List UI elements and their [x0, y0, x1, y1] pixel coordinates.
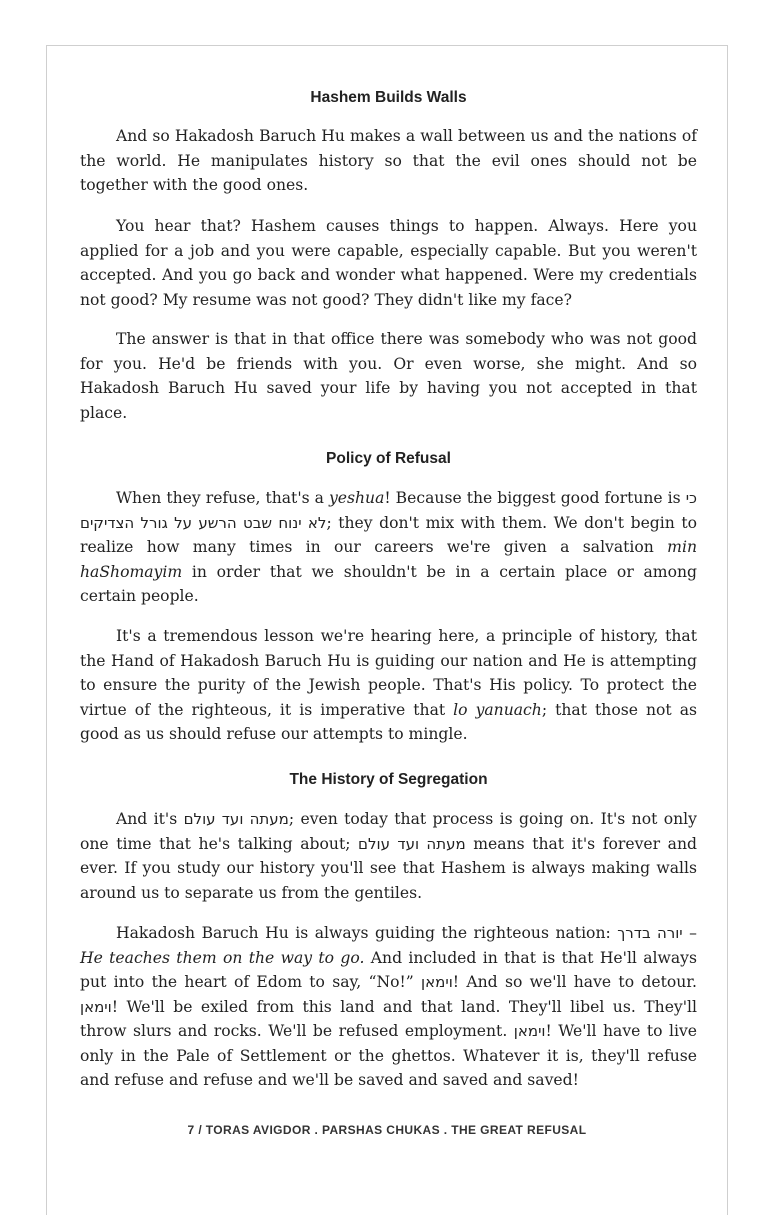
- paragraph: [80, 921, 697, 1093]
- text-run: It's a tremendous lesson we're hearing here, a principle of history, that the Hand of Hakadosh Baruch Hu is guiding our nation and He is attempting to ensure the purity of the Jewish people. That's His policy. To protect the virtue of the righteous, it is imperative that: [80, 627, 697, 719]
- italic-term: lo yanuach: [453, 700, 542, 719]
- text-run: means that it's forever and ever. If you study our history you'll see that Hashem is always making walls around us to separate us from the gentiles.: [80, 834, 697, 902]
- paragraph: [80, 327, 697, 425]
- section-heading: Policy of Refusal: [326, 450, 451, 467]
- text-run: Hakadosh Baruch Hu is always guiding the righteous nation:: [116, 924, 618, 942]
- text-run: ; that those not as good as us should refuse our attempts to mingle.: [80, 700, 697, 743]
- hebrew-text: יורה בדרך: [617, 924, 683, 942]
- text-run: ; even today that process is going on. It's not only one time that he's talking about;: [80, 810, 697, 853]
- text-run: The answer is that in that office there was somebody who was not good for you. He'd be friends with you. Or even worse, she might. And so Hakadosh Baruch Hu saved your life by having you not accepted in that place.: [80, 330, 697, 422]
- italic-term: min haShomayim: [80, 538, 697, 581]
- text-run: ; they don't mix with them. We don't begin to realize how many times in our careers we're given a salvation: [80, 513, 697, 556]
- text-run: When they refuse, that's a: [116, 489, 329, 507]
- page-footer: 7 / TORAS AVIGDOR . PARSHAS CHUKAS . THE GREAT REFUSAL: [187, 1123, 587, 1137]
- italic-term: yeshua: [328, 489, 385, 507]
- hebrew-text: מעתה ועד עולם: [183, 810, 289, 828]
- text-run: And it's: [116, 810, 184, 828]
- hebrew-text: כי לא ינוח שבט הרשע על גורל הצדיקים: [80, 489, 697, 532]
- hebrew-text: וימאן: [80, 997, 112, 1016]
- hebrew-text: מעתה ועד עולם: [358, 834, 466, 853]
- paragraph: [80, 624, 697, 747]
- text-run: ! And so we'll have to detour.: [452, 973, 697, 991]
- text-run: ! We'll be exiled from this land and that land. They'll libel us. They'll throw slurs and rocks. We'll be refused employment.: [80, 997, 697, 1040]
- text-run: ! We'll have to live only in the Pale of Settlement or the ghettos. Whatever it is, they'll refuse and refuse and refuse and we'll be saved and saved and saved!: [80, 1022, 697, 1089]
- paragraph: [80, 807, 697, 905]
- italic-translation: He teaches them on the way to go.: [80, 948, 365, 967]
- section-heading: The History of Segregation: [289, 771, 488, 788]
- text-run: And included in that is that He'll always put into the heart of Edom to say, “No!”: [80, 948, 697, 991]
- text-run: You hear that? Hashem causes things to happen. Always. Here you applied for a job and you were capable, especially capable. But you weren't accepted. And you go back and wonder what happened. Were my credentials not good? My resume was not good? They didn't like my face?: [80, 217, 697, 309]
- section-heading: Hashem Builds Walls: [310, 89, 467, 106]
- text-run: ! Because the biggest good fortune is: [384, 489, 686, 507]
- hebrew-text: וימאן: [421, 973, 453, 991]
- paragraph: [80, 124, 697, 198]
- text-run: in order that we shouldn't be in a certain place or among certain people.: [80, 562, 697, 605]
- paragraph: [80, 214, 697, 312]
- document-page: [46, 45, 728, 1215]
- text-run: –: [682, 924, 697, 942]
- text-run: And so Hakadosh Baruch Hu makes a wall between us and the nations of the world. He manipulates history so that the evil ones should not be together with the good ones.: [80, 127, 697, 194]
- paragraph: [80, 486, 697, 609]
- hebrew-text: וימאן: [513, 1022, 546, 1040]
